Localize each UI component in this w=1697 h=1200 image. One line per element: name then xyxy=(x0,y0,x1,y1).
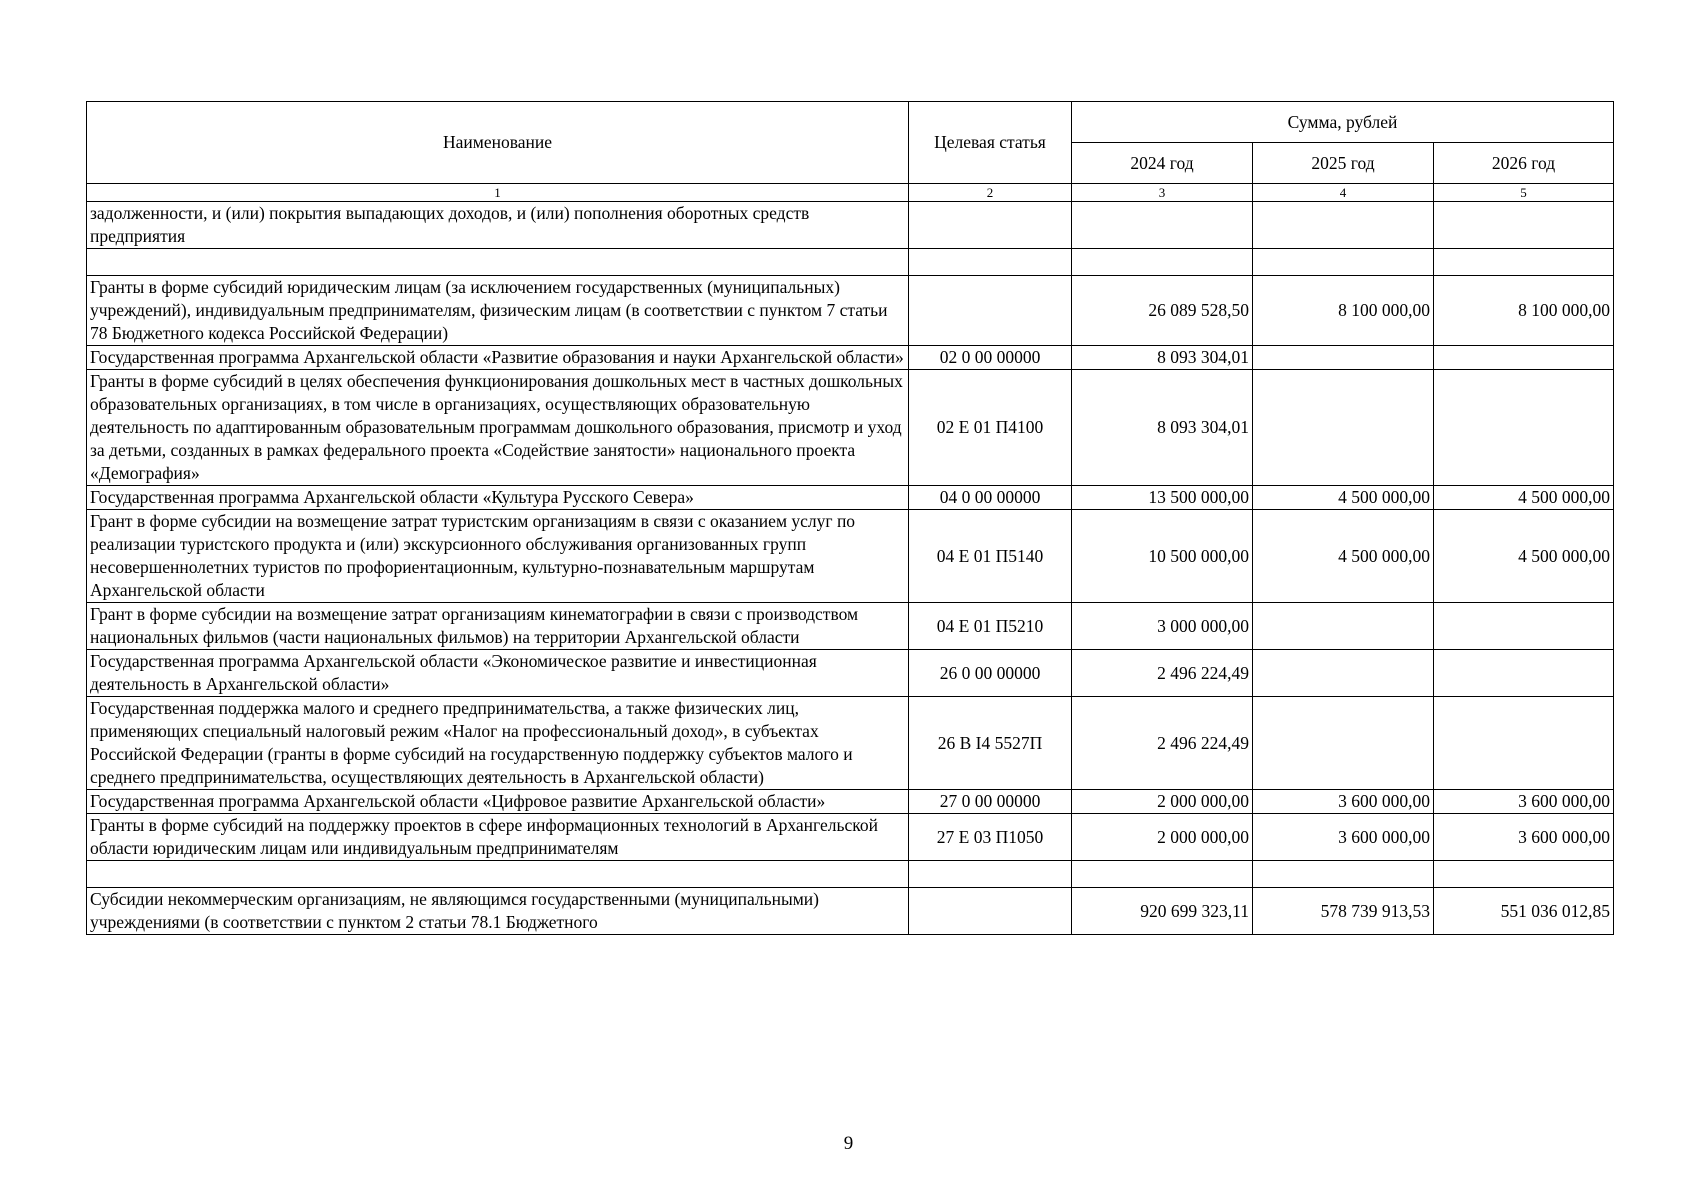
table-row xyxy=(87,790,1614,814)
row-amount-2026: 4 500 000,00 xyxy=(1434,486,1614,510)
header-name: Наименование xyxy=(87,102,909,184)
column-number: 2 xyxy=(909,184,1072,202)
row-code: 04 Е 01 П5210 xyxy=(909,603,1072,650)
row-amount-2025 xyxy=(1253,697,1434,790)
row-code: 02 Е 01 П4100 xyxy=(909,370,1072,486)
column-number-row xyxy=(87,184,1614,202)
row-amount-2024: 26 089 528,50 xyxy=(1072,276,1253,346)
table-row xyxy=(87,650,1614,697)
row-amount-2024: 2 496 224,49 xyxy=(1072,697,1253,790)
header-year-2025: 2025 год xyxy=(1253,143,1434,184)
row-name xyxy=(87,249,909,276)
column-number: 1 xyxy=(87,184,909,202)
table-header xyxy=(87,102,1614,202)
row-amount-2026 xyxy=(1434,603,1614,650)
row-name: Грант в форме субсидии на возмещение затрат туристским организациям в связи с оказанием услуг по реализации туристского продукта и (или) экскурсионного обслуживания организованных групп несовершеннолетних туристов по профориентационным, культурно-познавательным маршрутам Архангельской области xyxy=(87,510,909,603)
row-name: Государственная программа Архангельской области «Экономическое развитие и инвестиционная деятельность в Архангельской области» xyxy=(87,650,909,697)
column-number: 5 xyxy=(1434,184,1614,202)
row-amount-2026: 4 500 000,00 xyxy=(1434,510,1614,603)
row-amount-2025 xyxy=(1253,249,1434,276)
row-code: 04 Е 01 П5140 xyxy=(909,510,1072,603)
row-code xyxy=(909,276,1072,346)
row-name: Гранты в форме субсидий юридическим лицам (за исключением государственных (муниципальных) учреждений), индивидуальным предпринимателям, физическим лицам (в соответствии с пунктом 7 статьи 78 Бюджетного кодекса Российской Федерации) xyxy=(87,276,909,346)
row-amount-2026 xyxy=(1434,249,1614,276)
row-amount-2024: 8 093 304,01 xyxy=(1072,346,1253,370)
table-row-section-total xyxy=(87,888,1614,935)
table-row xyxy=(87,202,1614,249)
row-amount-2025 xyxy=(1253,202,1434,249)
table-row xyxy=(87,370,1614,486)
row-amount-2024: 2 000 000,00 xyxy=(1072,790,1253,814)
row-amount-2025 xyxy=(1253,861,1434,888)
row-name xyxy=(87,861,909,888)
row-name: Гранты в форме субсидий на поддержку проектов в сфере информационных технологий в Архангельской области юридическим лицам или индивидуальным предпринимателям xyxy=(87,814,909,861)
header-year-2024: 2024 год xyxy=(1072,143,1253,184)
row-amount-2026 xyxy=(1434,861,1614,888)
row-amount-2026: 8 100 000,00 xyxy=(1434,276,1614,346)
row-name: Государственная программа Архангельской области «Культура Русского Севера» xyxy=(87,486,909,510)
row-code: 27 Е 03 П1050 xyxy=(909,814,1072,861)
row-amount-2026: 551 036 012,85 xyxy=(1434,888,1614,935)
header-target: Целевая статья xyxy=(909,102,1072,184)
row-amount-2024: 2 496 224,49 xyxy=(1072,650,1253,697)
row-name: Государственная поддержка малого и среднего предпринимательства, а также физических лиц, применяющих специальный налоговый режим «Налог на профессиональный доход», в субъектах Российской Федерации (гранты в форме субсидий на государственную поддержку субъектов малого и среднего предпринимательства, осуществляющих деятельность в Архангельской области) xyxy=(87,697,909,790)
table-row-empty xyxy=(87,249,1614,276)
row-amount-2026: 3 600 000,00 xyxy=(1434,814,1614,861)
row-code: 02 0 00 00000 xyxy=(909,346,1072,370)
row-amount-2024 xyxy=(1072,861,1253,888)
page-number: 9 xyxy=(843,1133,854,1154)
table-row xyxy=(87,603,1614,650)
row-name: Гранты в форме субсидий в целях обеспечения функционирования дошкольных мест в частных дошкольных образовательных организациях, в том числе в организациях, осуществляющих образовательную деятельность по адаптированным образовательным программам дошкольного образования, присмотр и уход за детьми, созданных в рамках федерального проекта «Содействие занятости» национального проекта «Демография» xyxy=(87,370,909,486)
table-row xyxy=(87,486,1614,510)
table-row-empty xyxy=(87,861,1614,888)
row-amount-2025: 578 739 913,53 xyxy=(1253,888,1434,935)
row-name: Государственная программа Архангельской области «Цифровое развитие Архангельской области» xyxy=(87,790,909,814)
row-amount-2025: 4 500 000,00 xyxy=(1253,486,1434,510)
row-code xyxy=(909,861,1072,888)
row-amount-2025: 4 500 000,00 xyxy=(1253,510,1434,603)
row-code: 27 0 00 00000 xyxy=(909,790,1072,814)
row-amount-2024: 3 000 000,00 xyxy=(1072,603,1253,650)
table-row xyxy=(87,510,1614,603)
table-row-section-total xyxy=(87,276,1614,346)
row-name: Грант в форме субсидии на возмещение затрат организациям кинематографии в связи с производством национальных фильмов (части национальных фильмов) на территории Архангельской области xyxy=(87,603,909,650)
row-code xyxy=(909,249,1072,276)
row-amount-2024: 920 699 323,11 xyxy=(1072,888,1253,935)
header-sum: Сумма, рублей xyxy=(1072,102,1614,143)
row-amount-2026: 3 600 000,00 xyxy=(1434,790,1614,814)
table-row xyxy=(87,697,1614,790)
row-amount-2024: 10 500 000,00 xyxy=(1072,510,1253,603)
header-year-2026: 2026 год xyxy=(1434,143,1614,184)
column-number: 3 xyxy=(1072,184,1253,202)
row-code: 26 0 00 00000 xyxy=(909,650,1072,697)
row-amount-2025 xyxy=(1253,346,1434,370)
row-code: 26 В I4 5527П xyxy=(909,697,1072,790)
row-amount-2025 xyxy=(1253,603,1434,650)
row-amount-2025 xyxy=(1253,650,1434,697)
row-code xyxy=(909,888,1072,935)
row-amount-2024: 2 000 000,00 xyxy=(1072,814,1253,861)
row-amount-2024: 8 093 304,01 xyxy=(1072,370,1253,486)
row-amount-2026 xyxy=(1434,370,1614,486)
row-amount-2026 xyxy=(1434,346,1614,370)
row-amount-2024: 13 500 000,00 xyxy=(1072,486,1253,510)
row-name: задолженности, и (или) покрытия выпадающих доходов, и (или) пополнения оборотных средств предприятия xyxy=(87,202,909,249)
row-amount-2024 xyxy=(1072,202,1253,249)
row-amount-2024 xyxy=(1072,249,1253,276)
row-amount-2025 xyxy=(1253,370,1434,486)
row-amount-2026 xyxy=(1434,202,1614,249)
row-name: Государственная программа Архангельской области «Развитие образования и науки Архангельской области» xyxy=(87,346,909,370)
row-name: Субсидии некоммерческим организациям, не являющимся государственными (муниципальными) учреждениями (в соответствии с пунктом 2 статьи 78.1 Бюджетного xyxy=(87,888,909,935)
row-code xyxy=(909,202,1072,249)
row-code: 04 0 00 00000 xyxy=(909,486,1072,510)
row-amount-2025: 3 600 000,00 xyxy=(1253,790,1434,814)
row-amount-2025: 8 100 000,00 xyxy=(1253,276,1434,346)
row-amount-2026 xyxy=(1434,650,1614,697)
column-number: 4 xyxy=(1253,184,1434,202)
table-body xyxy=(87,202,1614,935)
row-amount-2025: 3 600 000,00 xyxy=(1253,814,1434,861)
row-amount-2026 xyxy=(1434,697,1614,790)
budget-table xyxy=(86,101,1614,935)
table-row xyxy=(87,346,1614,370)
table-row xyxy=(87,814,1614,861)
